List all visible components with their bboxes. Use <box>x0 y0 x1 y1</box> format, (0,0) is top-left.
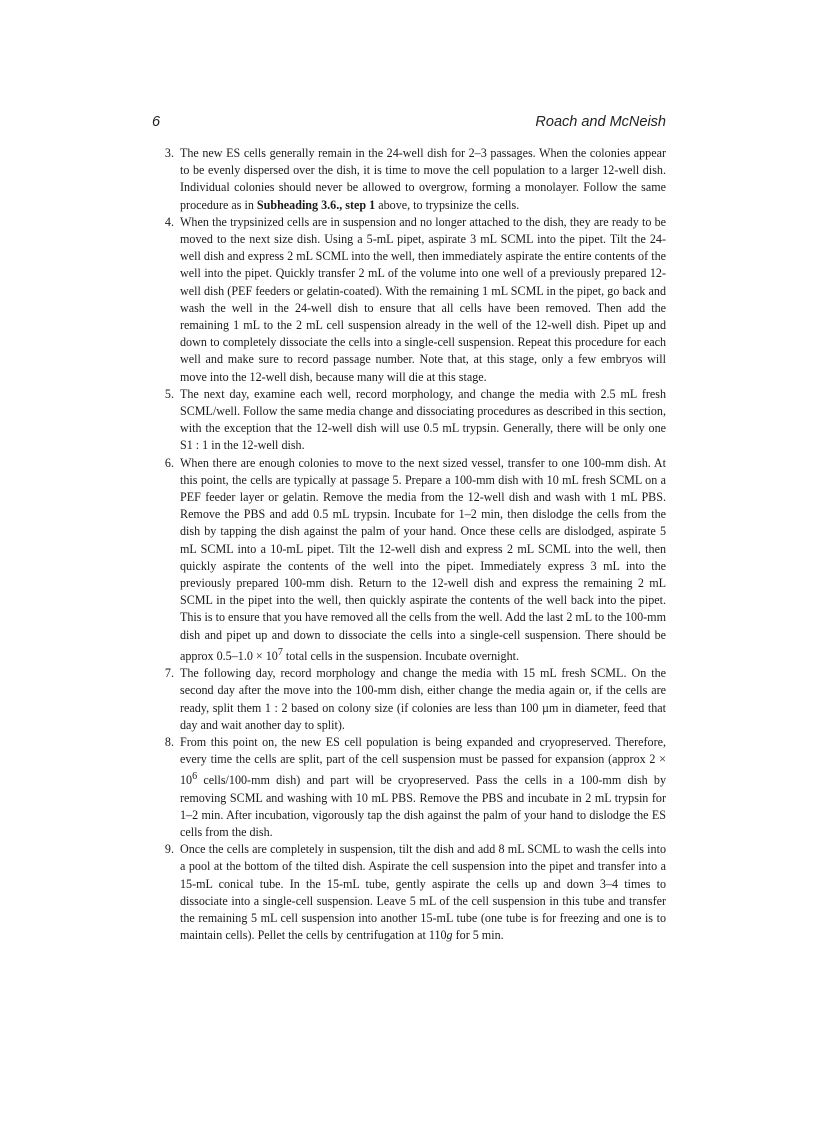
step-number: 4. <box>164 214 174 229</box>
step-text: From this point on, the new ES cell population is being expanded and cryopreserved. Therefore, every time the cells are split, part of the cell suspension must be passed for expansion (approx $2 \times 10^6$ cells/100-mm dish) and part will be cryopreserved. Pass the cells in a 100-mm dish by removing SCML and washing with 10 mL PBS. Remove the PBS and incubate in 2 mL trypsin for 1–2 min. After incubation, vigorously tap the dish against the palm of your hand to dislodge the ES cells from the dish. <box>180 734 666 839</box>
procedure-steps <box>152 145 666 944</box>
step-3 <box>152 145 666 214</box>
unit-g: g <box>446 928 453 943</box>
running-title: Roach and McNeish <box>535 114 666 130</box>
step-9 <box>152 841 666 944</box>
step-6 <box>152 455 666 665</box>
step-text: When the trypsinized cells are in suspension and no longer attached to the dish, they are ready to be moved to the next size dish. Using a 5-mL pipet, aspirate 3 mL SCML into the pipet. Tilt the 24-well dish and express 2 mL SCML into the well, then immediately aspirate the entire contents of the well into the pipet. Quickly transfer 2 mL of the volume into one well of a previously prepared 12-well dish (PEF feeders or gelatin-coated). With the remaining 1 mL SCML in the pipet, go back and wash the well in the 24-well dish to ensure that all cells have been removed. Then add the remaining 1 mL to the 2 mL cell suspension already in the well of the 12-well dish. Pipet up and down to completely dissociate the cells into a single-cell suspension. Repeat this procedure for each well and make sure to record passage number. Note that, at this stage, only a few embryos will move into the 12-well dish, because many will die at this stage. <box>180 214 666 384</box>
step-5 <box>152 386 666 455</box>
step-text: The following day, record morphology and change the media with 15 mL fresh SCML. On the second day after the move into the 100-mm dish, either change the media again or, if the cells are ready, split them 1 : 2 based on colony size (if colonies are less than 100 µm in diameter, feed that day and wait another day to split). <box>180 666 666 732</box>
step-text: The next day, examine each well, record morphology, and change the media with 2.5 mL fresh SCML/well. Follow the same media change and dissociating procedures as described in this section, with the exception that the 12-well dish will use 0.5 mL trypsin. Generally, there will be only one S1 : 1 in the 12-well dish. <box>180 386 666 453</box>
step-number: 6. <box>164 455 174 470</box>
step-8 <box>152 734 666 841</box>
step-number: 3. <box>164 146 174 160</box>
step-text: Once the cells are completely in suspension, tilt the dish and add 8 mL SCML to wash the cells into a pool at the bottom of the tilted dish. Aspirate the cell suspension into the pipet and transfer into a 15-mL conical tube. In the 15-mL tube, gently aspirate the cells up and down 3–4 times to dissociate into a single-cell suspension. Leave 5 mL of the cell suspension in this tube and transfer the remaining 5 mL cell suspension into another 15-mL tube (one tube is for freezing and one is to maintain cells). Pellet the cells by centrifugation at 110g for 5 min. <box>180 842 666 943</box>
step-text: The new ES cells generally remain in the 24-well dish for 2–3 passages. When the colonies appear to be evenly dispersed over the dish, it is time to move the cell population to a larger 12-well dish. Individual colonies should never be allowed to overgrow, forming a monolayer. Follow the same procedure as in Subheading 3.6., step 1 above, to trypsinize the cells. <box>180 146 666 212</box>
exponent: 6 <box>192 771 198 783</box>
page-number: 6 <box>152 114 161 130</box>
running-head <box>152 114 666 134</box>
step-number: 8. <box>164 734 174 749</box>
step-number: 5. <box>164 386 174 401</box>
step-text: When there are enough colonies to move to the next sized vessel, transfer to one 100-mm dish. At this point, the cells are typically at passage 5. Prepare a 100-mm dish with 10 mL fresh SCML on a PEF feeder layer or gelatin. Remove the media from the 12-well dish and wash with 1 mL PBS. Remove the PBS and add 0.5 mL trypsin. Incubate for 1–2 min, then dislodge the cells from the dish by tapping the dish against the palm of your hand. Once these cells are dislodged, aspirate 5 mL SCML into a 10-mL pipet. Tilt the 12-well dish and express 2 mL SCML into the well, then quickly aspirate the contents of the well into the pipet. Immediately express 3 mL into the previously prepared 100-mm dish. Return to the 12-well dish and express the remaining 2 mL SCML in the pipet into the well, then quickly aspirate the contents of the well back into the pipet. This is to ensure that you have removed all the cells from the well. Add the last 2 mL to the 100-mm dish and pipet up and down to dissociate the cells into a single-cell suspension. There should be approx $0.5-1.0 \times 10^7$ total cells in the suspension. Incubate overnight. <box>180 455 666 663</box>
subheading-reference: Subheading 3.6., step 1 <box>256 197 376 212</box>
step-number: 7. <box>164 666 174 681</box>
step-number: 9. <box>164 842 174 857</box>
step-4 <box>152 214 666 386</box>
step-7 <box>152 665 666 734</box>
exponent: 7 <box>277 646 283 658</box>
